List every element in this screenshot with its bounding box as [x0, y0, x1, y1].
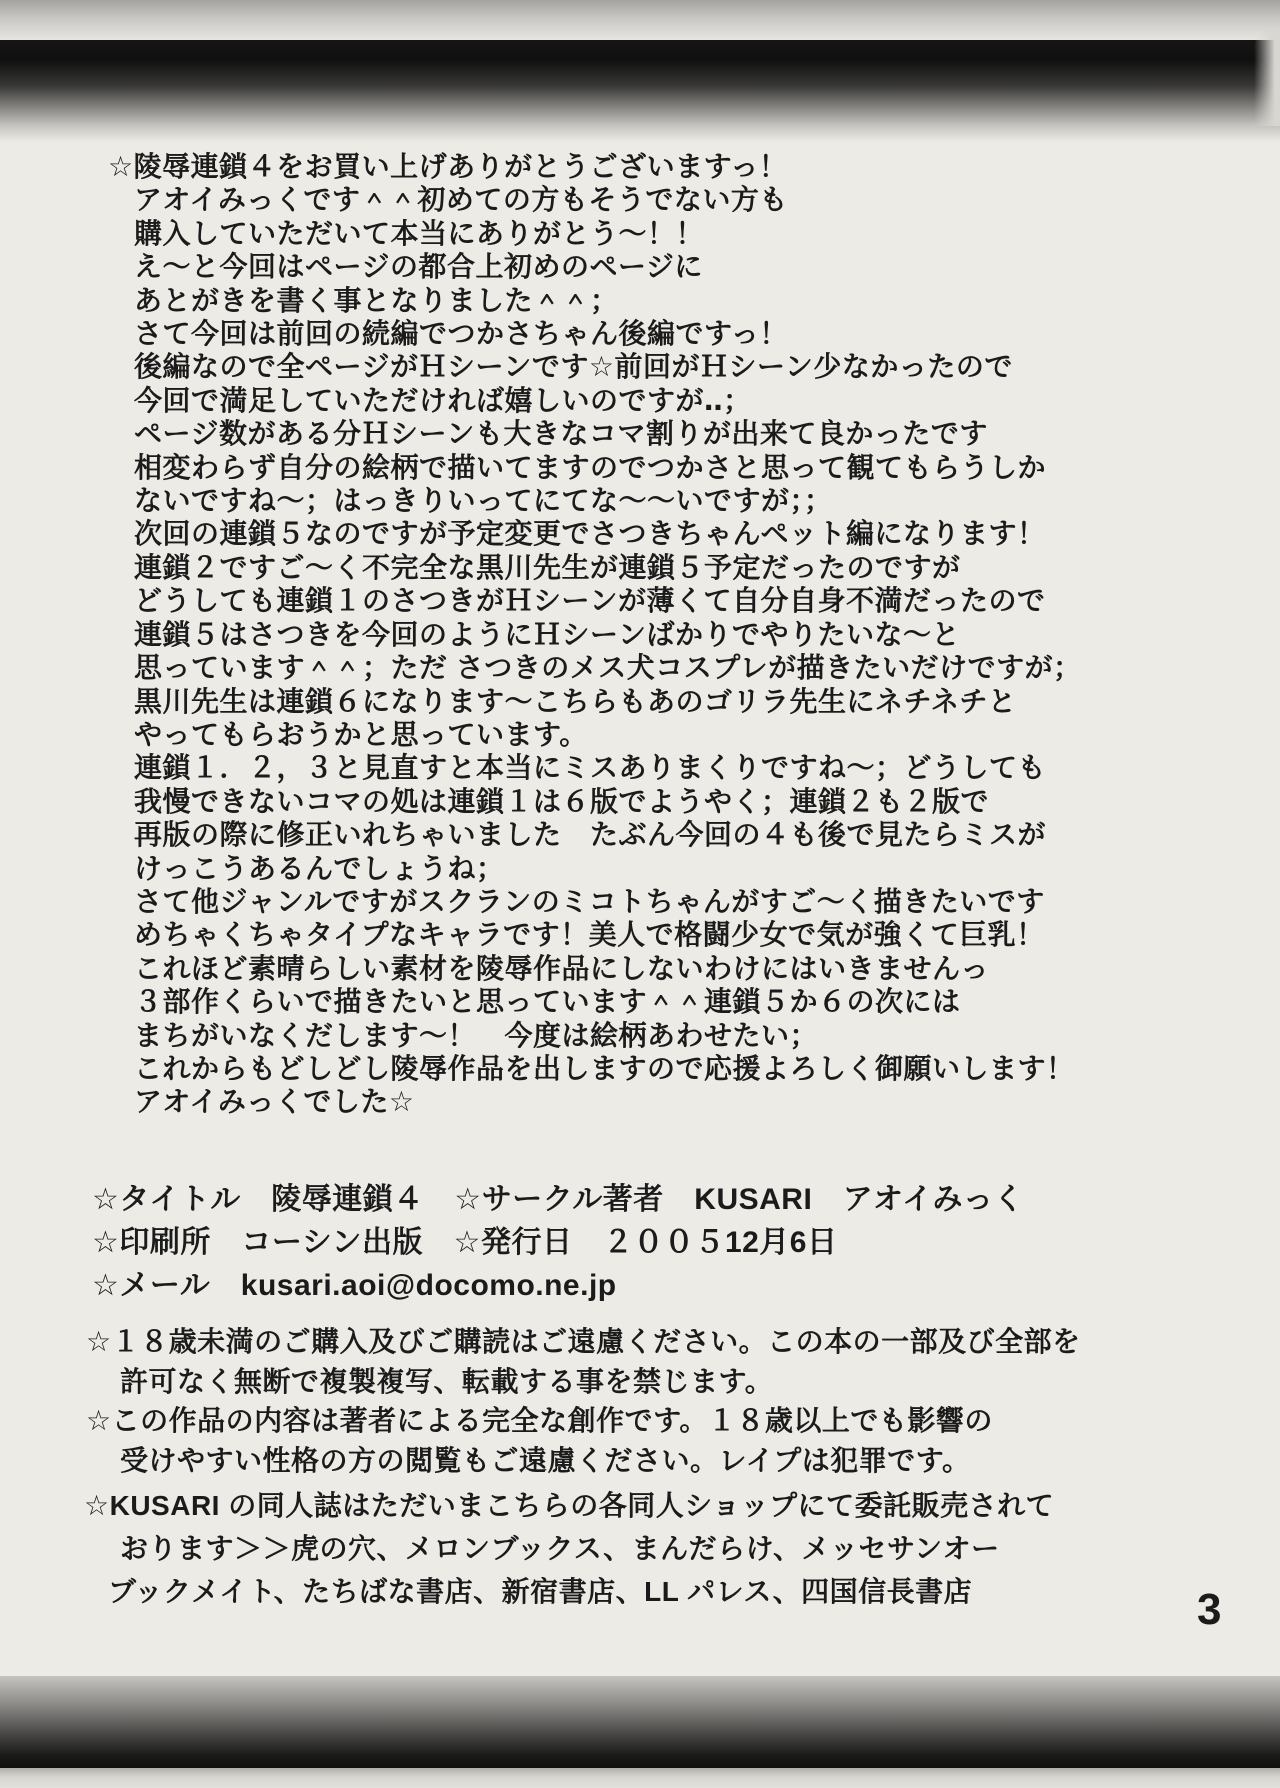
afterword-text	[108, 150, 1208, 1119]
afterword-line: 連鎖１．２，３と見直すと本当にミスありまくりですね～；どうしても	[134, 752, 1047, 784]
scan-shadow-top-dark-band	[0, 40, 1280, 142]
afterword-line: やってもらおうかと思っています。	[134, 718, 588, 750]
page-number: 3	[1197, 1585, 1222, 1634]
afterword-line: 今回で満足していただければ嬉しいのですが‥；	[134, 384, 752, 416]
credits-block	[92, 1178, 1222, 1307]
afterword-line: めちゃくちゃタイプなキャラです！美人で格闘少女で気が強くて巨乳！	[134, 919, 1045, 951]
scan-shadow-top	[0, 0, 1280, 40]
shop-list-line: おります＞＞虎の穴、メロンブックス、まんだらけ、メッセサンオー	[120, 1533, 1000, 1564]
disclaimer-line: ☆この作品の内容は著者による完全な創作です。１８歳以上でも影響の	[86, 1405, 993, 1436]
afterword-line: ☆陵辱連鎖４をお買い上げありがとうございますっ！	[108, 151, 788, 182]
shop-list-block	[84, 1484, 1224, 1613]
afterword-line: 相変わらず自分の絵柄で描いてますのでつかさと思って観てもらうしか	[134, 451, 1047, 483]
afterword-line: どうしても連鎖１のさつきがＨシーンが薄くて自分自身不満だったので	[134, 585, 1046, 617]
disclaimer-line: ☆１８歳未満のご購入及びご購読はご遠慮ください。この本の一部及び全部を	[86, 1326, 1081, 1357]
shop-list-line: ☆KUSARI の同人誌はただいまこちらの各同人ショップにて委託販売されて	[84, 1490, 1055, 1521]
shop-list-line: ブックメイト、たちばな書店、新宿書店、LL パレス、四国信長書店	[108, 1576, 973, 1607]
afterword-line: 連鎖５はさつきを今回のようにＨシーンばかりでやりたいな～と	[134, 618, 960, 650]
afterword-line: 黒川先生は連鎖６になります～こちらもあのゴリラ先生にネチネチと	[134, 685, 1017, 717]
afterword-line: 後編なので全ページがＨシーンです☆前回がＨシーン少なかったので	[134, 351, 1013, 383]
afterword-line: まちがいなくだします～！ 今度は絵柄あわせたい；	[134, 1019, 819, 1051]
afterword-line: けっこうあるんでしょうね；	[134, 852, 505, 884]
scan-shadow-bottom-dark-band	[0, 1676, 1280, 1768]
afterword-line: アオイみっくです＾＾初めての方もそうでない方も	[134, 184, 788, 216]
afterword-line: 購入していただいて本当にありがとう～！！	[134, 217, 705, 249]
afterword-line: あとがきを書く事となりました＾＾；	[134, 284, 619, 316]
afterword-line: え～と今回はページの都合上初めのページに	[134, 251, 703, 283]
credits-line: ☆印刷所 コーシン出版 ☆発行日 ２００５12月6日	[92, 1226, 838, 1259]
afterword-line: ないですね～；はっきりいってにてな～～いですが；；	[134, 485, 833, 517]
afterword-line: 連鎖２ですご～く不完全な黒川先生が連鎖５予定だったのですが	[134, 551, 961, 583]
credits-line: ☆タイトル 陵辱連鎖４ ☆サークル著者 KUSARI アオイみっく	[92, 1183, 1024, 1216]
afterword-line: 再版の際に修正いれちゃいました たぶん今回の４も後で見たらミスが	[134, 819, 1047, 851]
afterword-line: アオイみっくでした☆	[134, 1086, 415, 1118]
afterword-line: 我慢できないコマの処は連鎖１は６版でようやく；連鎖２も２版で	[134, 785, 990, 817]
afterword-line: ページ数がある分Ｈシーンも大きなコマ割りが出来て良かったです	[134, 418, 988, 450]
afterword-line: これほど素晴らしい素材を陵辱作品にしないわけにはいきませんっ	[134, 952, 990, 984]
disclaimer-line: 受けやすい性格の方の閲覧もご遠慮ください。レイプは犯罪です。	[120, 1444, 971, 1476]
afterword-line: さて他ジャンルですがスクランのミコトちゃんがすご～く描きたいです	[134, 885, 1045, 917]
afterword-line: 思っています＾＾；ただ さつきのメス犬コスプレが描きたいだけですが；	[134, 652, 1082, 684]
page-corner-curl	[1254, 30, 1280, 126]
afterword-line: これからもどしどし陵辱作品を出しますので応援よろしく御願いします！	[134, 1052, 1075, 1084]
afterword-line: 次回の連鎖５なのですが予定変更でさつきちゃんペット編になります！	[134, 518, 1046, 550]
credits-line: ☆メール kusari.aoi@docomo.ne.jp	[92, 1269, 617, 1302]
afterword-line: ３部作くらいで描きたいと思っています＾＾連鎖５か６の次には	[134, 986, 961, 1018]
disclaimer-line: 許可なく無断で複製複写、転載する事を禁じます。	[120, 1365, 774, 1397]
afterword-line: さて今回は前回の続編でつかさちゃん後編ですっ！	[134, 318, 788, 350]
scan-shadow-bottom-strip	[0, 1768, 1280, 1788]
age-disclaimer-block	[86, 1322, 1226, 1480]
